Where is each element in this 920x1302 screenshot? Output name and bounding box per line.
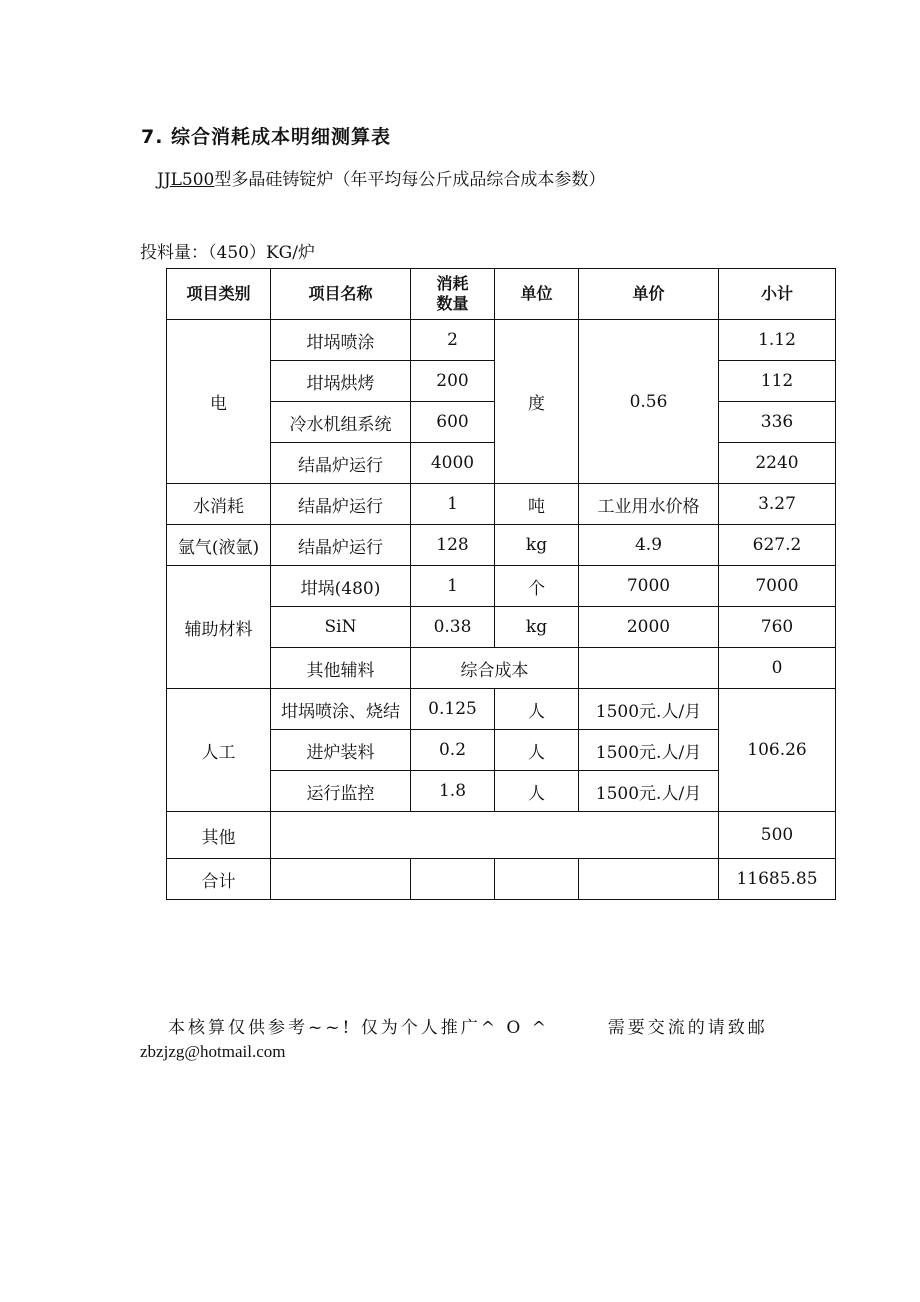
note-line: 本核算仅供参考~~! 仅为个人推广^ O ^ 需要交流的请致邮 (168, 1018, 768, 1038)
item-qty: 4000 (411, 443, 495, 484)
table-row (167, 689, 836, 730)
item-name: 坩埚(480) (271, 566, 411, 607)
model-name: JJL500 (157, 170, 215, 190)
item-subtotal: 500 (719, 812, 836, 859)
item-subtotal: 0 (719, 648, 836, 689)
item-price: 1500元.人/月 (579, 689, 719, 730)
table-header-row (167, 269, 836, 320)
item-subtotal: 3.27 (719, 484, 836, 525)
category-total: 合计 (167, 859, 271, 900)
category-water: 水消耗 (167, 484, 271, 525)
item-unit: 吨 (495, 484, 579, 525)
header-price: 单价 (579, 269, 719, 320)
item-qty: 1 (411, 566, 495, 607)
item-unit: kg (495, 525, 579, 566)
item-subtotal: 7000 (719, 566, 836, 607)
item-price: 0.56 (579, 320, 719, 484)
contact-email: zbzjzg@hotmail.com (140, 1042, 286, 1061)
category-other: 其他 (167, 812, 271, 859)
item-name: 进炉装料 (271, 730, 411, 771)
table-row (167, 484, 836, 525)
item-name: 结晶炉运行 (271, 443, 411, 484)
item-qty: 600 (411, 402, 495, 443)
header-name: 项目名称 (271, 269, 411, 320)
item-price: 4.9 (579, 525, 719, 566)
item-name: 坩埚烘烤 (271, 361, 411, 402)
item-qty: 2 (411, 320, 495, 361)
item-name: 冷水机组系统 (271, 402, 411, 443)
item-subtotal: 760 (719, 607, 836, 648)
item-name: 运行监控 (271, 771, 411, 812)
item-unit: 度 (495, 320, 579, 484)
total-empty (411, 859, 495, 900)
item-name: SiN (271, 607, 411, 648)
category-electric: 电 (167, 320, 271, 484)
item-qty: 0.2 (411, 730, 495, 771)
item-price (579, 648, 719, 689)
feed-amount: 投料量：（450）KG/炉 (140, 243, 315, 263)
page-title: 7. 综合消耗成本明细测算表 (141, 126, 392, 148)
item-subtotal: 112 (719, 361, 836, 402)
item-qty: 0.125 (411, 689, 495, 730)
item-subtotal: 627.2 (719, 525, 836, 566)
item-qty-unit: 综合成本 (411, 648, 579, 689)
category-labor: 人工 (167, 689, 271, 812)
total-empty (579, 859, 719, 900)
item-qty: 200 (411, 361, 495, 402)
item-subtotal: 2240 (719, 443, 836, 484)
subtitle-text: 型多晶硅铸锭炉（年平均每公斤成品综合成本参数） (214, 170, 606, 190)
footer-note (140, 1016, 800, 1064)
total-empty (271, 859, 411, 900)
item-price: 1500元.人/月 (579, 771, 719, 812)
item-unit: 人 (495, 730, 579, 771)
item-qty: 128 (411, 525, 495, 566)
total-empty (495, 859, 579, 900)
other-empty (271, 812, 719, 859)
header-category: 项目类别 (167, 269, 271, 320)
item-qty: 0.38 (411, 607, 495, 648)
total-subtotal: 11685.85 (719, 859, 836, 900)
item-price: 2000 (579, 607, 719, 648)
item-name: 其他辅料 (271, 648, 411, 689)
category-argon: 氩气(液氩) (167, 525, 271, 566)
item-unit: kg (495, 607, 579, 648)
item-name: 坩埚喷涂、烧结 (271, 689, 411, 730)
subtitle (157, 165, 605, 190)
table-row (167, 812, 836, 859)
item-price: 1500元.人/月 (579, 730, 719, 771)
item-price: 工业用水价格 (579, 484, 719, 525)
item-qty: 1 (411, 484, 495, 525)
table-row (167, 525, 836, 566)
cost-table (166, 268, 836, 900)
item-unit: 个 (495, 566, 579, 607)
item-name: 坩埚喷涂 (271, 320, 411, 361)
item-subtotal: 336 (719, 402, 836, 443)
table-row (167, 320, 836, 361)
category-aux: 辅助材料 (167, 566, 271, 689)
item-qty: 1.8 (411, 771, 495, 812)
item-subtotal: 1.12 (719, 320, 836, 361)
table-total-row (167, 859, 836, 900)
item-name: 结晶炉运行 (271, 484, 411, 525)
item-unit: 人 (495, 771, 579, 812)
item-price: 7000 (579, 566, 719, 607)
header-unit: 单位 (495, 269, 579, 320)
header-qty: 消耗 数量 (411, 269, 495, 320)
header-subtotal: 小计 (719, 269, 836, 320)
item-unit: 人 (495, 689, 579, 730)
item-name: 结晶炉运行 (271, 525, 411, 566)
table-row (167, 566, 836, 607)
item-subtotal: 106.26 (719, 689, 836, 812)
